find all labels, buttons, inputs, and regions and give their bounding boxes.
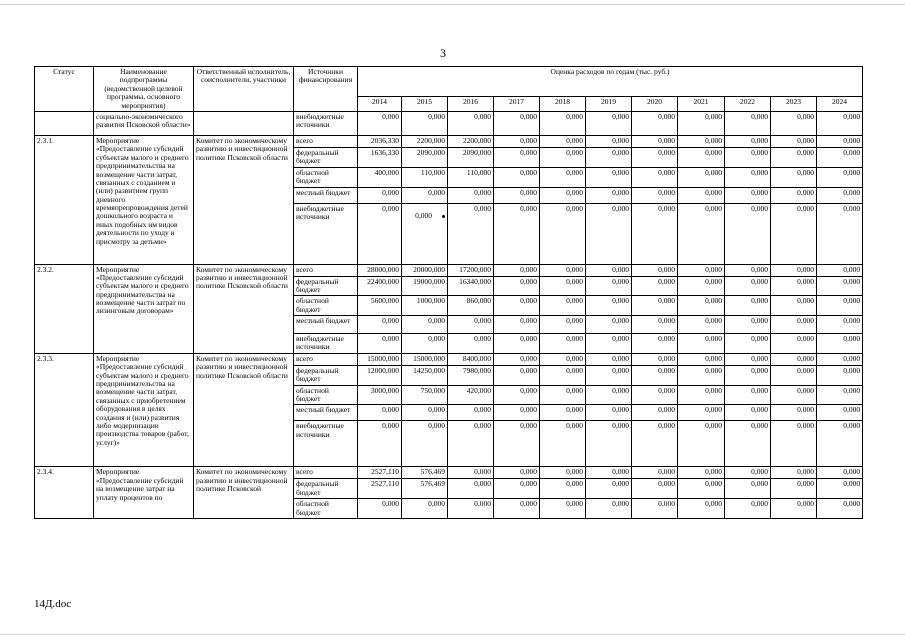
- amount-cell: 15000,000: [358, 353, 402, 365]
- amount-cell: 0,000: [725, 365, 771, 385]
- amount-cell: 0,000: [678, 135, 725, 147]
- amount-cell: 0,000: [632, 353, 678, 365]
- table-body: [35, 111, 863, 518]
- funding-source-cell: федеральный бюджет: [294, 147, 358, 167]
- funding-source-cell: внебюджетные источники: [294, 421, 358, 467]
- amount-cell: 17200,000: [448, 264, 494, 276]
- header-estimate: Оценка расходов по годам (тыс. руб.): [358, 67, 863, 97]
- status-cell: 2.3.2.: [35, 264, 94, 353]
- amount-cell: 0,000: [540, 385, 586, 405]
- amount-cell: 0,000: [678, 187, 725, 203]
- amount-cell: 1636,330: [358, 147, 402, 167]
- amount-cell: 0,000: [632, 479, 678, 499]
- scan-edge-top: [0, 4, 905, 5]
- amount-cell: 0,000: [771, 385, 817, 405]
- amount-cell: 0,000: [540, 353, 586, 365]
- amount-cell: 0,000: [632, 499, 678, 519]
- table-row: [35, 353, 863, 365]
- amount-cell: 0,000: [725, 499, 771, 519]
- amount-cell: 0,000: [817, 203, 863, 264]
- amount-cell: 0,000: [494, 334, 540, 354]
- amount-cell: 0,000: [448, 479, 494, 499]
- amount-cell: 0,000: [817, 147, 863, 167]
- amount-cell: 0,000: [586, 296, 632, 316]
- header-year: 2024: [817, 96, 863, 111]
- amount-cell: 0,000: [817, 135, 863, 147]
- amount-cell: 0,000: [540, 334, 586, 354]
- table-header: [35, 67, 863, 112]
- amount-cell: 0,000: [771, 467, 817, 479]
- amount-cell: 0,000: [725, 203, 771, 264]
- measure-name-cell: Мероприятие «Предоставление субсидий субъектам малого и среднего предпринимательства на возмещение части затрат, связанных с приобретением оборудования в целях создания и (или) развития либо модернизации производства товаров (работ, услуг)»: [94, 353, 194, 467]
- funding-source-cell: областной бюджет: [294, 385, 358, 405]
- amount-cell: 0,000: [586, 276, 632, 296]
- amount-cell: 0,000: [771, 479, 817, 499]
- amount-cell: 0,000: [725, 264, 771, 276]
- amount-cell: 19000,000: [402, 276, 448, 296]
- amount-cell: 0,000: [817, 365, 863, 385]
- page-number: 3: [440, 46, 446, 60]
- amount-cell: 0,000: [817, 405, 863, 421]
- amount-cell: 0,000: [725, 479, 771, 499]
- amount-cell: 0,000: [817, 316, 863, 334]
- amount-cell: 0,000: [725, 167, 771, 187]
- header-year: 2015: [402, 96, 448, 111]
- amount-cell: 0,000: [632, 203, 678, 264]
- amount-cell: 12000,000: [358, 365, 402, 385]
- measure-name-cell: Мероприятие «Предоставление субсидий субъектам малого и среднего предпринимательства на возмещение части затрат, связанных с созданием и (или) развитием групп дневного времяпрепровождения детей дошкольного возраста и иных подобных им видов деятельности по уходу и присмотру за детьми»: [94, 135, 194, 264]
- amount-cell: 0,000: [771, 365, 817, 385]
- amount-cell: 0,000: [494, 147, 540, 167]
- amount-cell: 0,000: [540, 365, 586, 385]
- amount-cell: 0,000: [771, 276, 817, 296]
- amount-cell: 0,000: [771, 167, 817, 187]
- amount-cell: 0,000: [448, 111, 494, 135]
- amount-cell: 0,000: [771, 111, 817, 135]
- amount-cell: 0,000: [725, 296, 771, 316]
- status-cell: 2.3.4.: [35, 467, 94, 519]
- scan-dot-mark: [442, 215, 445, 218]
- amount-cell: 0,000: [678, 147, 725, 167]
- amount-cell: 0,000: [402, 334, 448, 354]
- amount-cell: 0,000: [494, 479, 540, 499]
- amount-cell: 0,000: [632, 385, 678, 405]
- amount-cell: 0,000: [817, 467, 863, 479]
- footer-filename: 14Д.doc: [34, 598, 72, 610]
- amount-cell: 0,000: [771, 135, 817, 147]
- amount-cell: 0,000: [586, 135, 632, 147]
- amount-cell: 0,000: [632, 405, 678, 421]
- amount-cell: 0,000: [725, 135, 771, 147]
- amount-cell: 0,000: [586, 421, 632, 467]
- amount-cell: 0,000: [448, 334, 494, 354]
- amount-cell: 0,000: [540, 499, 586, 519]
- funding-source-cell: всего: [294, 353, 358, 365]
- amount-cell: 0,000: [678, 334, 725, 354]
- amount-cell: 0,000: [817, 479, 863, 499]
- amount-cell: 0,000: [586, 111, 632, 135]
- amount-cell: 0,000: [771, 147, 817, 167]
- amount-cell: 0,000: [358, 316, 402, 334]
- amount-cell: 0,000: [678, 405, 725, 421]
- funding-source-cell: федеральный бюджет: [294, 479, 358, 499]
- amount-cell: 0,000: [725, 111, 771, 135]
- amount-cell: 0,000: [632, 365, 678, 385]
- amount-cell: 0,000: [586, 203, 632, 264]
- funding-source-cell: федеральный бюджет: [294, 276, 358, 296]
- amount-cell: 0,000: [632, 276, 678, 296]
- amount-cell: 0,000: [817, 167, 863, 187]
- amount-cell: 0,000: [817, 296, 863, 316]
- amount-cell: 860,000: [448, 296, 494, 316]
- measure-name-cell: социально-экономического развития Псковской области»: [94, 111, 194, 135]
- amount-cell: 0,000: [494, 135, 540, 147]
- header-year: 2023: [771, 96, 817, 111]
- amount-cell: 0,000: [586, 385, 632, 405]
- amount-cell: 0,000: [448, 316, 494, 334]
- amount-cell: 0,000: [678, 111, 725, 135]
- amount-cell: 0,000: [771, 203, 817, 264]
- amount-cell: 0,000: [678, 203, 725, 264]
- amount-cell: 0,000: [632, 187, 678, 203]
- amount-cell: 576,469: [402, 467, 448, 479]
- status-cell: 2.3.3.: [35, 353, 94, 467]
- header-year: 2021: [678, 96, 725, 111]
- amount-cell: 0,000: [402, 405, 448, 421]
- amount-cell: 0,000: [678, 167, 725, 187]
- amount-cell: 0,000: [586, 147, 632, 167]
- amount-cell: 0,000: [678, 421, 725, 467]
- amount-cell: 0,000: [402, 111, 448, 135]
- amount-cell: 2527,110: [358, 479, 402, 499]
- header-year: 2017: [494, 96, 540, 111]
- amount-cell: 0,000: [494, 296, 540, 316]
- header-sources: Источники финансирования: [294, 67, 358, 112]
- amount-cell: 0,000: [494, 421, 540, 467]
- amount-cell: 0,000: [771, 334, 817, 354]
- header-year: 2019: [586, 96, 632, 111]
- amount-cell: 0,000: [540, 167, 586, 187]
- responsible-cell: Комитет по экономическому развитию и инвестиционной политике Псковской области: [194, 264, 294, 353]
- amount-cell: 0,000: [358, 499, 402, 519]
- amount-cell: 110,000: [402, 167, 448, 187]
- funding-source-cell: областной бюджет: [294, 499, 358, 519]
- amount-cell: 0,000: [448, 187, 494, 203]
- amount-cell: 0,000: [771, 421, 817, 467]
- funding-source-cell: областной бюджет: [294, 167, 358, 187]
- amount-cell: 0,000: [586, 365, 632, 385]
- amount-cell: 0,000: [448, 405, 494, 421]
- amount-cell: 0,000: [540, 467, 586, 479]
- amount-cell: 0,000: [725, 147, 771, 167]
- amount-cell: 0,000: [817, 385, 863, 405]
- amount-cell: 20000,000: [402, 264, 448, 276]
- amount-cell: 0,000: [678, 467, 725, 479]
- amount-cell: 420,000: [448, 385, 494, 405]
- amount-cell: 0,000: [632, 135, 678, 147]
- amount-cell: 0,000: [817, 111, 863, 135]
- amount-cell: 576,469: [402, 479, 448, 499]
- amount-cell: 0,000: [494, 264, 540, 276]
- amount-cell: 0,000: [678, 365, 725, 385]
- amount-cell: 0,000: [540, 135, 586, 147]
- amount-cell: 0,000: [402, 316, 448, 334]
- amount-cell: 0,000: [725, 276, 771, 296]
- amount-cell: 0,000: [494, 167, 540, 187]
- amount-cell: 0,000: [586, 499, 632, 519]
- funding-source-cell: федеральный бюджет: [294, 365, 358, 385]
- amount-cell: 0,000: [540, 147, 586, 167]
- funding-source-cell: местный бюджет: [294, 405, 358, 421]
- responsible-cell: Комитет по экономическому развитию и инвестиционной политике Псковской области: [194, 353, 294, 467]
- responsible-cell: Комитет по экономическому развитию и инвестиционной политике Псковской: [194, 467, 294, 519]
- amount-cell: 0,000: [402, 203, 448, 264]
- amount-cell: 0,000: [725, 385, 771, 405]
- amount-cell: 0,000: [540, 296, 586, 316]
- amount-cell: 0,000: [678, 276, 725, 296]
- table-row: [35, 135, 863, 147]
- amount-cell: 0,000: [494, 316, 540, 334]
- status-cell: [35, 111, 94, 135]
- amount-cell: 0,000: [494, 203, 540, 264]
- amount-cell: 0,000: [494, 111, 540, 135]
- amount-cell: 0,000: [494, 499, 540, 519]
- header-year: 2022: [725, 96, 771, 111]
- amount-cell: 0,000: [632, 316, 678, 334]
- amount-cell: 0,000: [448, 499, 494, 519]
- amount-cell: 0,000: [632, 147, 678, 167]
- amount-cell: 0,000: [725, 334, 771, 354]
- amount-cell: 0,000: [725, 187, 771, 203]
- amount-cell: 0,000: [358, 334, 402, 354]
- amount-cell: 0,000: [358, 203, 402, 264]
- funding-source-cell: внебюджетные источники: [294, 334, 358, 354]
- amount-cell: 0,000: [725, 353, 771, 365]
- amount-cell: 0,000: [540, 405, 586, 421]
- amount-cell: 5600,000: [358, 296, 402, 316]
- amount-cell: 0,000: [817, 264, 863, 276]
- header-status: Статус: [35, 67, 94, 112]
- amount-cell: 0,000: [817, 353, 863, 365]
- amount-cell: 0,000: [540, 203, 586, 264]
- table-row: [35, 264, 863, 276]
- amount-cell: 0,000: [725, 467, 771, 479]
- amount-cell: 0,000: [632, 264, 678, 276]
- amount-cell: 0,000: [632, 467, 678, 479]
- amount-cell: 0,000: [358, 187, 402, 203]
- funding-source-cell: внебюджетные источники: [294, 111, 358, 135]
- table-row: [35, 467, 863, 479]
- amount-cell: 0,000: [678, 499, 725, 519]
- amount-cell: 0,000: [402, 421, 448, 467]
- amount-cell: 0,000: [817, 187, 863, 203]
- amount-cell: 0,000: [586, 479, 632, 499]
- amount-cell: 0,000: [771, 499, 817, 519]
- amount-cell: 0,000: [402, 187, 448, 203]
- amount-cell: 0,000: [358, 111, 402, 135]
- amount-cell: 0,000: [494, 365, 540, 385]
- funding-source-cell: всего: [294, 264, 358, 276]
- amount-cell: 0,000: [358, 421, 402, 467]
- responsible-cell: Комитет по экономическому развитию и инвестиционной политике Псковской области: [194, 135, 294, 264]
- scan-edge-bottom: [0, 634, 905, 635]
- budget-table: [34, 66, 863, 519]
- amount-cell: 0,000: [817, 276, 863, 296]
- amount-cell: 22400,000: [358, 276, 402, 296]
- amount-cell: 0,000: [402, 499, 448, 519]
- responsible-cell: [194, 111, 294, 135]
- amount-cell: 750,000: [402, 385, 448, 405]
- header-year: 2020: [632, 96, 678, 111]
- amount-cell: 0,000: [771, 405, 817, 421]
- amount-cell: 0,000: [586, 353, 632, 365]
- funding-source-cell: всего: [294, 135, 358, 147]
- amount-cell: 0,000: [678, 385, 725, 405]
- amount-cell: 110,000: [448, 167, 494, 187]
- amount-cell: 0,000: [494, 467, 540, 479]
- amount-cell: 0,000: [358, 405, 402, 421]
- amount-cell: 2200,000: [448, 135, 494, 147]
- amount-cell: 0,000: [817, 499, 863, 519]
- amount-cell: 2200,000: [402, 135, 448, 147]
- funding-source-cell: областной бюджет: [294, 296, 358, 316]
- amount-cell: 0,000: [771, 316, 817, 334]
- amount-cell: 0,000: [494, 353, 540, 365]
- amount-cell: 0,000: [494, 276, 540, 296]
- amount-cell: 0,000: [586, 334, 632, 354]
- amount-cell: 0,000: [540, 421, 586, 467]
- amount-cell: 28000,000: [358, 264, 402, 276]
- amount-cell: 0,000: [632, 296, 678, 316]
- amount-cell: 0,000: [494, 405, 540, 421]
- funding-source-cell: местный бюджет: [294, 316, 358, 334]
- amount-cell: 3000,000: [358, 385, 402, 405]
- amount-cell: 400,000: [358, 167, 402, 187]
- amount-cell: 8400,000: [448, 353, 494, 365]
- measure-name-cell: Мероприятие «Предоставление субсидий на возмещение затрат на уплату процентов по: [94, 467, 194, 519]
- amount-cell: 2090,000: [448, 147, 494, 167]
- amount-cell: 0,000: [771, 296, 817, 316]
- amount-cell: 0,000: [632, 421, 678, 467]
- amount-cell: 7980,000: [448, 365, 494, 385]
- amount-cell: 0,000: [632, 111, 678, 135]
- amount-cell: 0,000: [771, 353, 817, 365]
- amount-cell: 0,000: [678, 479, 725, 499]
- amount-cell: 2090,000: [402, 147, 448, 167]
- amount-cell: 0,000: [678, 264, 725, 276]
- header-year: 2018: [540, 96, 586, 111]
- amount-cell: 0,000: [540, 479, 586, 499]
- funding-source-cell: всего: [294, 467, 358, 479]
- amount-cell: 1000,000: [402, 296, 448, 316]
- amount-cell: 0,000: [771, 187, 817, 203]
- amount-cell: 0,000: [448, 421, 494, 467]
- amount-cell: 0,000: [725, 316, 771, 334]
- funding-source-cell: местный бюджет: [294, 187, 358, 203]
- amount-cell: 0,000: [771, 264, 817, 276]
- amount-cell: 0,000: [540, 264, 586, 276]
- measure-name-cell: Мероприятие «Предоставление субсидий субъектам малого и среднего предпринимательства на возмещение части затрат по лизинговым договорам»: [94, 264, 194, 353]
- table-row: [35, 111, 863, 135]
- amount-cell: 0,000: [678, 316, 725, 334]
- amount-cell: 0,000: [632, 334, 678, 354]
- amount-cell: 0,000: [586, 467, 632, 479]
- amount-cell: 0,000: [725, 405, 771, 421]
- amount-cell: 0,000: [817, 421, 863, 467]
- funding-source-cell: внебюджетные источники: [294, 203, 358, 264]
- amount-cell: 0,000: [540, 111, 586, 135]
- header-row: [35, 67, 863, 97]
- amount-cell: 0,000: [632, 167, 678, 187]
- amount-cell: 0,000: [586, 167, 632, 187]
- amount-cell: 0,000: [817, 334, 863, 354]
- amount-cell: 0,000: [540, 276, 586, 296]
- amount-cell: 2036,330: [358, 135, 402, 147]
- status-cell: 2.3.1.: [35, 135, 94, 264]
- header-name: Наименование подпрограммы (ведомственной целевой программы, основного мероприятия): [94, 67, 194, 112]
- amount-cell: 0,000: [494, 187, 540, 203]
- amount-cell: 0,000: [494, 385, 540, 405]
- amount-cell: 0,000: [678, 353, 725, 365]
- amount-cell: 0,000: [725, 421, 771, 467]
- amount-cell: 15000,000: [402, 353, 448, 365]
- amount-cell: 14250,000: [402, 365, 448, 385]
- amount-cell: 0,000: [586, 187, 632, 203]
- amount-cell: 2527,110: [358, 467, 402, 479]
- amount-cell: 0,000: [586, 264, 632, 276]
- amount-cell: 0,000: [586, 405, 632, 421]
- amount-cell: 0,000: [586, 316, 632, 334]
- amount-cell: 0,000: [448, 203, 494, 264]
- amount-cell: 0,000: [540, 316, 586, 334]
- header-responsible: Ответственный исполнитель, соисполнители, участники: [194, 67, 294, 112]
- amount-cell: 16340,000: [448, 276, 494, 296]
- amount-cell: 0,000: [540, 187, 586, 203]
- amount-cell: 0,000: [448, 467, 494, 479]
- amount-cell: 0,000: [678, 296, 725, 316]
- header-year: 2016: [448, 96, 494, 111]
- header-year: 2014: [358, 96, 402, 111]
